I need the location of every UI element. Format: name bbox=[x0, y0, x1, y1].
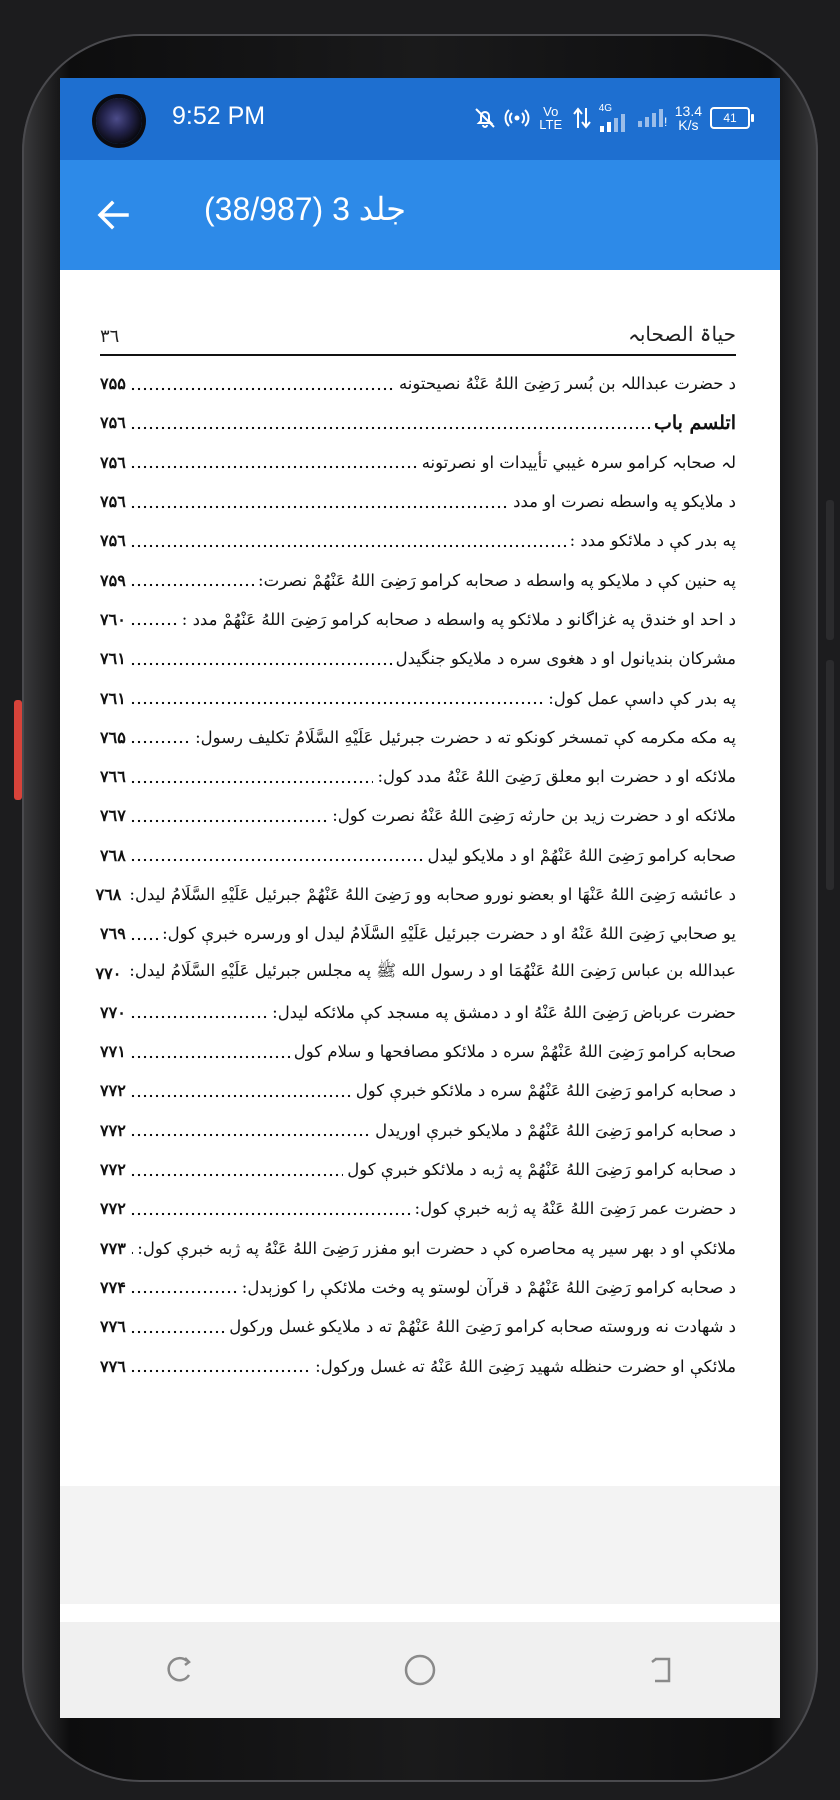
toc-entry-title: ملائکې او حضرت حنظله شهید رَضِیَ اللهُ عَنْهُ ته غسل ورکول: bbox=[315, 1356, 736, 1376]
toc-entry-page: ۷٦٦ bbox=[100, 767, 126, 787]
toc-entry-title: په حنین کې د ملایکو په واسطه د صحابه کرامو رَضِیَ اللهُ عَنْهُمْ نصرت: bbox=[258, 570, 736, 590]
signal-2-icon bbox=[637, 109, 667, 127]
system-back-button[interactable] bbox=[630, 1640, 690, 1700]
network-speed bbox=[675, 104, 702, 132]
toc-leader-dots bbox=[130, 1055, 290, 1059]
nav-back-icon bbox=[643, 1653, 677, 1687]
toc-entry-page: ۷۷۲ bbox=[100, 1160, 126, 1180]
back-arrow-icon bbox=[95, 197, 131, 233]
toc-entry bbox=[100, 639, 736, 678]
toc-entry-page: ۷٦۱ bbox=[100, 688, 126, 708]
toc-entry-title: د صحابه کرامو رَضِیَ اللهُ عَنْهُمْ د ملایکو خبرې اوریدل bbox=[375, 1120, 736, 1140]
toc-entry-title: ملائکه او د حضرت ابو معلق رَضِیَ اللهُ عَنْهُ مدد کول: bbox=[377, 767, 736, 787]
toc-leader-dots bbox=[130, 622, 178, 626]
toc-entry-page: ۷٦۷ bbox=[100, 806, 126, 826]
toc-entry-title: د عائشه رَضِیَ اللهُ عَنْهَا او بعضو نورو صحابه وو رَضِیَ اللهُ عَنْهُمْ جبرئیل عَلَیْهِ السَّلَامُ لیدل: bbox=[129, 885, 736, 904]
toc-entry bbox=[100, 718, 736, 757]
speed-value: 13.4 bbox=[674, 103, 702, 119]
toc-entry-title: د حضرت عمر رَضِیَ اللهُ عَنْهُ په ژبه خبرې کول: bbox=[414, 1199, 736, 1219]
recents-button[interactable] bbox=[150, 1640, 210, 1700]
toc-entry-page: ۷۷۲ bbox=[100, 1120, 126, 1140]
toc-entry-page: ۷۵٦ bbox=[100, 452, 126, 472]
page-number: ٣٦ bbox=[100, 326, 120, 347]
home-circle-icon bbox=[402, 1652, 438, 1688]
status-bar bbox=[60, 78, 780, 160]
status-icons bbox=[473, 98, 750, 138]
toc-entry-page: ۷۷٦ bbox=[100, 1356, 126, 1376]
recents-icon bbox=[163, 1653, 197, 1687]
toc-entry-page: ۷۷٦ bbox=[100, 1317, 126, 1337]
toc-entry-page: ۷۵٦ bbox=[100, 531, 126, 551]
toc-leader-dots bbox=[130, 387, 395, 391]
toc-entry bbox=[100, 1229, 736, 1268]
toc-entry-title: صحابه کرامو رَضِیَ اللهُ عَنْهُمْ سره د ملائکو مصافحها و سلام کول bbox=[293, 1042, 736, 1062]
toc-entry bbox=[100, 836, 736, 875]
speed-unit: K/s bbox=[678, 117, 699, 133]
toc-leader-dots bbox=[130, 858, 424, 862]
toc-leader-dots bbox=[130, 937, 158, 941]
toc-entry-title: د صحابه کرامو رَضِیَ اللهُ عَنْهُمْ سره د ملائکو خبرې کول bbox=[355, 1081, 736, 1101]
toc-entry-title: عبدالله بن عباس رَضِیَ اللهُ عَنْهُمَا او د رسول الله ﷺ په مجلس جبرئیل عَلَیْهِ السَّلَامُ لیدل: bbox=[129, 961, 736, 981]
toc-entry-title: په بدر کې د ملائکو مدد : bbox=[569, 531, 736, 551]
toc-leader-dots bbox=[130, 740, 191, 744]
toc-entry bbox=[100, 1032, 736, 1071]
toc-entry bbox=[100, 521, 736, 560]
volume-up-button bbox=[826, 500, 834, 640]
toc-entry-title: ملائکې او د بهر سیر په محاصره کې د حضرت ابو مفزر رَضِیَ اللهُ عَنْهُ په ژبه خبرې کول: bbox=[137, 1238, 736, 1258]
app-bar bbox=[60, 160, 780, 270]
toc-entry-page: ۷٦۹ bbox=[100, 924, 126, 944]
toc-entry-page: ۷۷۲ bbox=[100, 1081, 126, 1101]
toc-entry-page: ۷٦۸ bbox=[100, 845, 126, 865]
toc-leader-dots bbox=[130, 1212, 411, 1216]
toc-entry bbox=[100, 482, 736, 521]
battery-icon bbox=[710, 107, 750, 129]
toc-entry bbox=[100, 403, 736, 442]
toc-entry-page: ۷۵٦ bbox=[100, 492, 126, 512]
toc-entry-title: ملائکه او د حضرت زید بن حارثه رَضِیَ اللهُ عَنْهُ نصرت کول: bbox=[332, 806, 736, 826]
toc-entry bbox=[100, 796, 736, 835]
battery-level: 41 bbox=[723, 111, 737, 125]
net-gen-label: 4G bbox=[598, 103, 613, 114]
toc-entry-title: یو صحابي رَضِیَ اللهُ عَنْهُ او د حضرت جبرئیل عَلَیْهِ السَّلَامُ لیدل او ورسره خبرې کول: bbox=[162, 924, 736, 944]
toc-entry bbox=[95, 875, 736, 914]
toc-entry-page: ۷٦۵ bbox=[100, 727, 126, 747]
toc-leader-dots bbox=[130, 1015, 268, 1019]
toc-leader-dots bbox=[130, 1330, 225, 1334]
toc-entry bbox=[100, 678, 736, 717]
toc-leader-dots bbox=[130, 819, 328, 823]
status-time: 9:52 PM bbox=[172, 102, 266, 130]
toc-entry-title: صحابه کرامو رَضِیَ اللهُ عَنْهُمْ او د ملایکو لیدل bbox=[427, 845, 736, 865]
toc-leader-dots bbox=[130, 1251, 133, 1255]
page-header bbox=[100, 322, 736, 356]
toc-entry-page: ۷۷۱ bbox=[100, 1042, 126, 1062]
toc-entry bbox=[100, 1071, 736, 1110]
toc-entry-page: ۷۷۴ bbox=[100, 1277, 126, 1297]
side-key bbox=[826, 790, 834, 890]
toc-entry-page: ۷۷۲ bbox=[100, 1199, 126, 1219]
toc-entry-title: د حضرت عبداللہ بن بُسر رَضِیَ اللهُ عَنْهُ نصيحتونه bbox=[398, 374, 736, 394]
phone-screen bbox=[60, 78, 780, 1718]
toc-leader-dots bbox=[130, 544, 566, 548]
toc-entry bbox=[100, 560, 736, 599]
toc-entry bbox=[100, 1189, 736, 1228]
hotspot-icon bbox=[505, 106, 529, 130]
toc-leader-dots bbox=[130, 1173, 343, 1177]
toc-entry-title: د صحابه کرامو رَضِیَ اللهُ عَنْهُمْ د قرآن لوستو په وخت ملائکې را کوزېدل: bbox=[241, 1277, 736, 1297]
toc-entry bbox=[100, 993, 736, 1032]
toc-entry-page: ۷۵٦ bbox=[100, 413, 126, 433]
toc-entry bbox=[100, 1307, 736, 1346]
page-title: جلد 3 (38/987) bbox=[204, 191, 406, 227]
toc-leader-dots bbox=[130, 505, 509, 509]
toc-entry-page: ۷۵۵ bbox=[100, 374, 126, 394]
toc-leader-dots bbox=[130, 1094, 352, 1098]
front-camera bbox=[96, 98, 142, 144]
toc-entry-title: د ملایکو په واسطه نصرت او مدد bbox=[513, 492, 736, 512]
toc-entry bbox=[100, 1346, 736, 1385]
toc-entry bbox=[100, 914, 736, 953]
toc-entry bbox=[100, 1268, 736, 1307]
toc-leader-dots bbox=[130, 780, 374, 784]
toc-entry bbox=[100, 600, 736, 639]
toc-entry-title: حضرت عرباض رَضِیَ اللهُ عَنْهُ او د دمشق په مسجد کې ملائکه لیدل: bbox=[272, 1002, 736, 1022]
toc-entry-page: ۷٦۱ bbox=[100, 649, 126, 669]
toc-entry bbox=[100, 757, 736, 796]
back-button[interactable] bbox=[88, 190, 138, 240]
book-title: حیاۃ الصحابہ bbox=[628, 322, 736, 346]
toc-entry-title: لہ صحابہ کرامو سرہ غیبي تأییدات او نصرتونه bbox=[421, 452, 736, 472]
toc-entry-page: ۷۷۳ bbox=[100, 1238, 126, 1258]
toc-leader-dots bbox=[130, 1369, 311, 1373]
toc-entry-page: ۷٦۰ bbox=[100, 609, 126, 629]
book-page[interactable] bbox=[60, 270, 780, 1486]
toc-entry bbox=[100, 1111, 736, 1150]
toc-leader-dots bbox=[130, 662, 392, 666]
toc-entry-title: په بدر کې داسې عمل کول: bbox=[548, 688, 736, 708]
home-button[interactable] bbox=[390, 1640, 450, 1700]
toc-entry-title: د صحابه کرامو رَضِیَ اللهُ عَنْهُمْ په ژبه د ملائکو خبرې کول bbox=[347, 1160, 736, 1180]
signal-icon bbox=[599, 104, 629, 132]
toc-leader-dots bbox=[130, 1133, 371, 1137]
toc-entry bbox=[95, 953, 736, 992]
toc-leader-dots bbox=[130, 426, 650, 430]
toc-entry-page: ۷٦۸ bbox=[95, 885, 122, 904]
toc-chapter-heading: اتلسم باب bbox=[653, 411, 736, 434]
toc-leader-dots bbox=[130, 583, 254, 587]
bell-off-icon bbox=[473, 106, 497, 130]
volume-down-button bbox=[826, 660, 834, 800]
toc-entry bbox=[100, 364, 736, 403]
toc-entry bbox=[100, 443, 736, 482]
data-arrows-icon bbox=[573, 106, 591, 130]
toc-entry bbox=[100, 1150, 736, 1189]
toc-leader-dots bbox=[130, 701, 544, 705]
power-button bbox=[14, 700, 22, 800]
toc-entry-page: ۷۷۰ bbox=[100, 1002, 126, 1022]
toc-entry-page: ۷۵۹ bbox=[100, 570, 126, 590]
toc-entry-title: د احد او خندق په غزاگانو د ملائکو په واسطه د صحابه کرامو رَضِیَ اللهُ عَنْهُمْ مدد : bbox=[181, 609, 736, 629]
toc-entry-page: ۷۷۰ bbox=[95, 963, 122, 983]
table-of-contents bbox=[95, 364, 736, 1386]
toc-entry-title: مشرکان بندیانول او د هغوی سره د ملایکو جنگیدل bbox=[395, 649, 736, 669]
svg-text:!: ! bbox=[663, 115, 668, 129]
volte-icon: Vo LTE bbox=[539, 104, 563, 132]
page-bottom-area bbox=[60, 1486, 780, 1604]
toc-entry-title: په مکه مکرمه کې تمسخر کونکو ته د حضرت جبرئیل عَلَیْهِ السَّلَامُ تکلیف رسول: bbox=[195, 727, 736, 747]
navigation-bar bbox=[60, 1622, 780, 1718]
toc-leader-dots bbox=[130, 465, 418, 469]
toc-leader-dots bbox=[130, 1290, 238, 1294]
toc-entry-title: د شهادت نه وروسته صحابه کرامو رَضِیَ اللهُ عَنْهُمْ ته د ملایکو غسل ورکول bbox=[229, 1317, 736, 1337]
